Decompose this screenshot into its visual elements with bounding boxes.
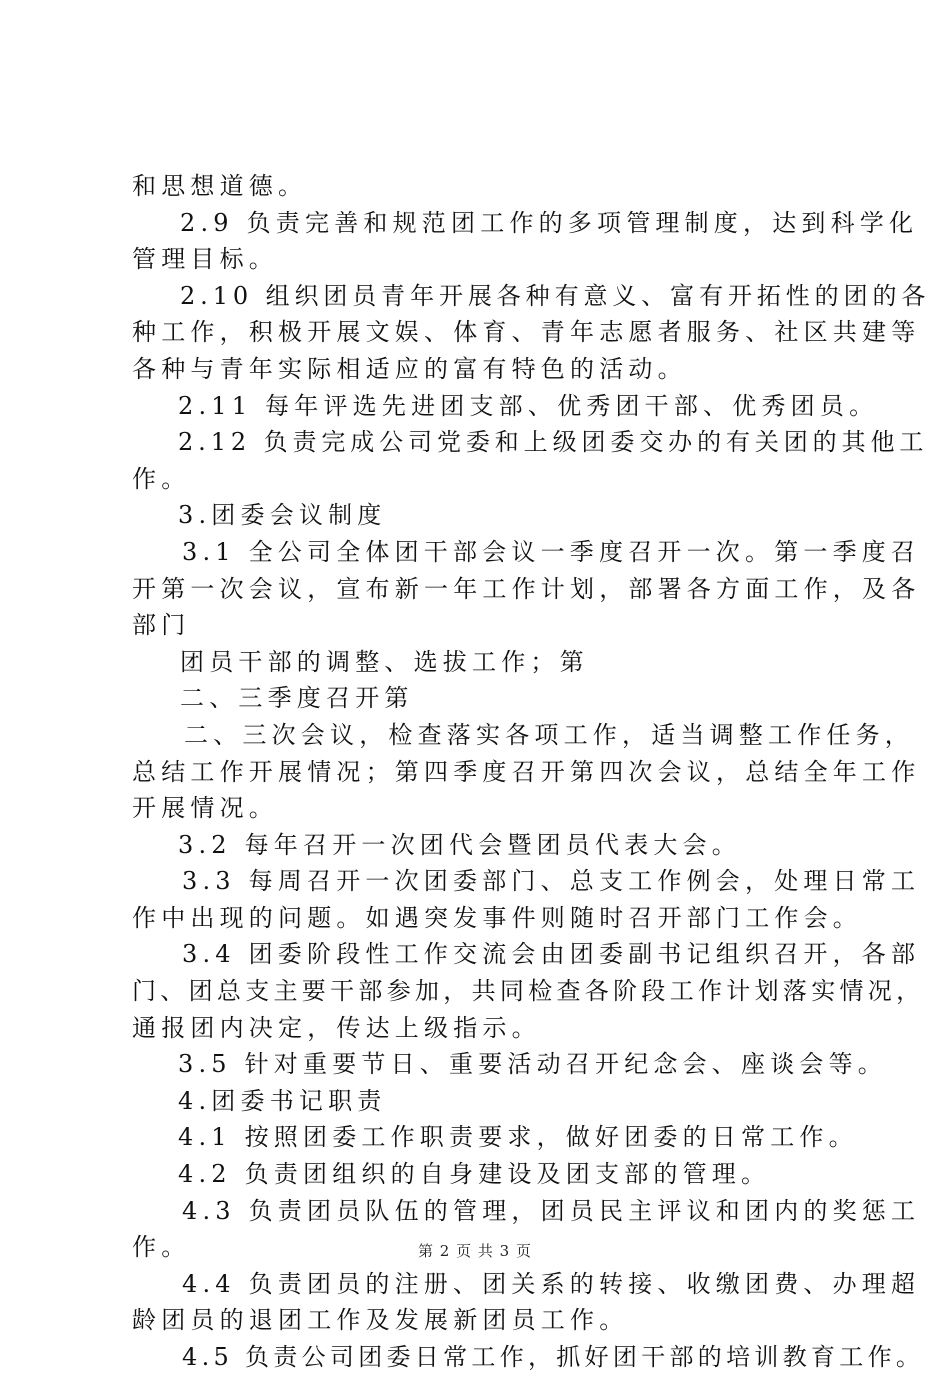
- text-line: 3.3 每周召开一次团委部门、总支工作例会，处理日常工: [182, 867, 921, 896]
- text-line: 部门: [132, 611, 191, 640]
- text-line: 二、三季度召开第: [180, 684, 414, 713]
- page-footer: 第 2 页 共 3 页: [418, 1242, 532, 1260]
- text-line: 团员干部的调整、选拔工作；第: [180, 647, 589, 676]
- text-line: 通报团内决定，传达上级指示。: [132, 1013, 541, 1042]
- text-line: 种工作，积极开展文娱、体育、青年志愿者服务、社区共建等: [132, 318, 921, 347]
- text-line: 4.团委书记职责: [178, 1086, 387, 1115]
- text-line: 作。: [132, 1233, 191, 1262]
- text-line: 4.4 负责团员的注册、团关系的转接、收缴团费、办理超: [182, 1269, 921, 1298]
- text-line: 和思想道德。: [132, 172, 308, 200]
- text-line: 4.3 负责团员队伍的管理，团员民主评议和团内的奖惩工: [182, 1196, 921, 1225]
- text-line: 二、三次会议，检查落实各项工作，适当调整工作任务，: [184, 720, 914, 749]
- text-line: 3.1 全公司全体团干部会议一季度召开一次。第一季度召: [182, 537, 921, 566]
- text-line: 4.5 负责公司团委日常工作，抓好团干部的培训教育工作。: [182, 1343, 925, 1371]
- text-line: 开展情况。: [132, 794, 278, 823]
- text-line: 作。: [132, 464, 191, 493]
- text-line: 作中出现的问题。如遇突发事件则随时召开部门工作会。: [132, 903, 862, 932]
- text-line: 4.2 负责团组织的自身建设及团支部的管理。: [178, 1160, 771, 1189]
- text-line: 开第一次会议，宣布新一年工作计划，部署各方面工作，及各: [132, 574, 921, 603]
- text-line: 2.11 每年评选先进团支部、优秀团干部、优秀团员。: [178, 391, 879, 420]
- text-line: 4.1 按照团委工作职责要求，做好团委的日常工作。: [178, 1123, 858, 1152]
- document-body: [132, 168, 931, 1376]
- text-line: 龄团员的退团工作及发展新团员工作。: [132, 1306, 629, 1335]
- text-line: 管理目标。: [132, 245, 278, 274]
- text-line: 2.12 负责完成公司党委和上级团委交办的有关团的其他工: [178, 428, 929, 457]
- text-line: 2.10 组织团员青年开展各种有意义、富有开拓性的团的各: [180, 281, 931, 310]
- text-line: 2.9 负责完善和规范团工作的多项管理制度，达到科学化: [180, 208, 919, 237]
- text-line: 门、团总支主要干部参加，共同检查各阶段工作计划落实情况，: [132, 977, 925, 1006]
- text-line: 3.4 团委阶段性工作交流会由团委副书记组织召开，各部: [182, 940, 921, 969]
- text-line: 各种与青年实际相适应的富有特色的活动。: [132, 354, 687, 383]
- text-line: 3.5 针对重要节日、重要活动召开纪念会、座谈会等。: [178, 1050, 887, 1079]
- text-line: 3.团委会议制度: [178, 501, 387, 530]
- text-line: 3.2 每年召开一次团代会暨团员代表大会。: [178, 830, 741, 859]
- text-line: 总结工作开展情况；第四季度召开第四次会议，总结全年工作: [132, 757, 921, 786]
